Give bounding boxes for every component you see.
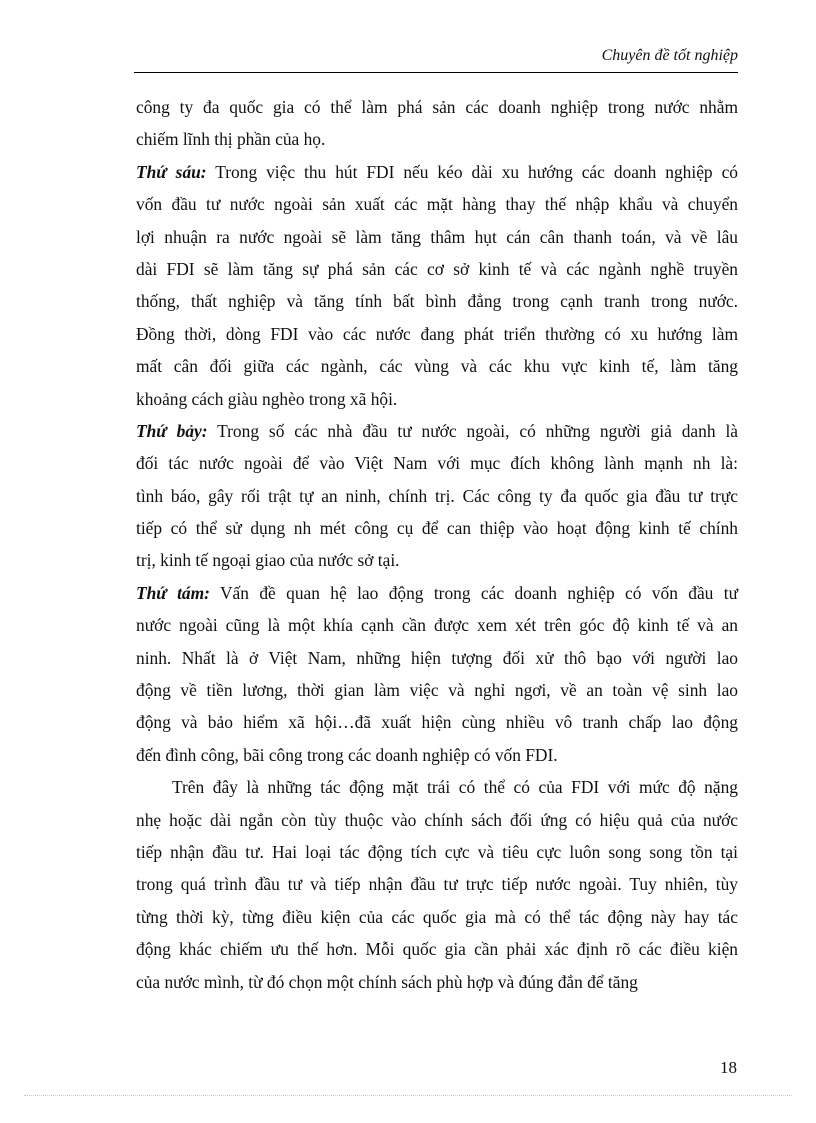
text-line [136, 706, 738, 738]
text-line [136, 318, 738, 350]
section-lead-label: Thứ tám: [136, 582, 210, 603]
text-line-content: trong quá trình đầu tư và tiếp nhận đầu tư trực tiếp nước ngoài. Tuy nhiên, tùy [136, 874, 738, 895]
text-line-content: khoảng cách giàu nghèo trong xã hội. [136, 388, 398, 409]
text-line [136, 642, 738, 674]
text-line-content: động và bảo hiểm xã hội…đã xuất hiện cùng nhiều vô tranh chấp lao động [136, 712, 738, 733]
text-line-content: nước ngoài cũng là một khía cạnh cần được xem xét trên góc độ kinh tế và an [136, 615, 738, 636]
text-line-content: tiếp có thể sử dụng nh mét công cụ để can thiệp vào hoạt động kinh tế chính [136, 518, 738, 539]
text-line [136, 804, 738, 836]
text-line-content: công ty đa quốc gia có thể làm phá sản các doanh nghiệp trong nước nhằm [136, 97, 738, 117]
text-line-content: từng thời kỳ, từng điều kiện của các quốc gia mà có thể tác động này hay tác [136, 906, 738, 927]
text-line-content: ninh. Nhất là ở Việt Nam, những hiện tượng đối xử thô bạo với người lao [136, 647, 738, 668]
text-line [136, 156, 738, 188]
text-line-content: dài FDI sẽ làm tăng sự phá sản các cơ sở kinh tế và các ngành nghề truyền [136, 258, 738, 279]
text-line [136, 415, 738, 447]
text-line [136, 836, 738, 868]
text-line [136, 868, 738, 900]
text-line-content: lợi nhuận ra nước ngoài sẽ làm tăng thâm hụt cán cân thanh toán, và về lâu [136, 226, 738, 247]
text-line [136, 933, 738, 965]
text-line [136, 966, 738, 998]
text-line [136, 512, 738, 544]
text-line [136, 91, 738, 123]
text-line [136, 609, 738, 641]
text-line-content: vốn đầu tư nước ngoài sản xuất các mặt hàng thay thế nhập khẩu và chuyển [136, 194, 738, 215]
text-line-content: Trên đây là những tác động mặt trái có thể có của FDI với mức độ nặng [172, 777, 738, 798]
text-line [136, 480, 738, 512]
text-line-content: Đồng thời, dòng FDI vào các nước đang phát triển thường có xu hướng làm [136, 323, 738, 344]
text-line-content: chiếm lĩnh thị phần của họ. [136, 129, 326, 150]
text-line [136, 771, 738, 803]
text-line-content: nhẹ hoặc dài ngắn còn tùy thuộc vào chính sách đối ứng có hiệu quả của nước [136, 809, 738, 830]
section-lead-label: Thứ sáu: [136, 161, 207, 182]
text-line [136, 544, 738, 576]
text-line-content: động về tiền lương, thời gian làm việc và nghỉ ngơi, về an toàn vệ sinh lao [136, 680, 738, 701]
text-line [136, 253, 738, 285]
text-line-content: tiếp nhận đầu tư. Hai loại tác động tích cực và tiêu cực luôn song song tồn tại [136, 841, 738, 862]
text-line [136, 674, 738, 706]
text-line-content: Trong số các nhà đầu tư nước ngoài, có những người giả danh là [207, 420, 738, 441]
text-line [136, 188, 738, 220]
text-line-content: động khác chiếm ưu thế hơn. Mỗi quốc gia cần phải xác định rõ các điều kiện [136, 939, 738, 960]
text-line-content: của nước mình, từ đó chọn một chính sách phù hợp và đúng đắn để tăng [136, 971, 638, 992]
text-line-content: Trong việc thu hút FDI nếu kéo dài xu hướng các doanh nghiệp có [206, 161, 738, 182]
text-line [136, 285, 738, 317]
text-line [136, 123, 738, 155]
text-line-content: mất cân đối giữa các ngành, các vùng và các khu vực kinh tế, làm tăng [136, 356, 738, 377]
text-line-content: đối tác nước ngoài để vào Việt Nam với mục đích không lành mạnh nh là: [136, 453, 738, 474]
text-line-content: đến đình công, bãi công trong các doanh nghiệp có vốn FDI. [136, 744, 558, 765]
text-line [136, 577, 738, 609]
text-line [136, 350, 738, 382]
text-line [136, 739, 738, 771]
footer-divider [24, 1095, 792, 1096]
text-line [136, 383, 738, 415]
text-line-content: thống, thất nghiệp và tăng tính bất bình đẳng trong cạnh tranh trong nước. [136, 291, 738, 312]
text-line [136, 901, 738, 933]
document-body [136, 91, 738, 998]
header-divider [134, 72, 738, 73]
text-line-content: trị, kinh tế ngoại giao của nước sở tại. [136, 550, 400, 571]
page-number: 18 [720, 1058, 737, 1077]
text-line-content: Vấn đề quan hệ lao động trong các doanh nghiệp có vốn đầu tư [209, 582, 738, 603]
text-line [136, 221, 738, 253]
page-header-title: Chuyên đề tốt nghiệp [601, 47, 738, 64]
text-line-content: tình báo, gây rối trật tự an ninh, chính trị. Các công ty đa quốc gia đầu tư trực [136, 485, 738, 506]
section-lead-label: Thứ bảy: [136, 420, 208, 441]
text-line [136, 447, 738, 479]
